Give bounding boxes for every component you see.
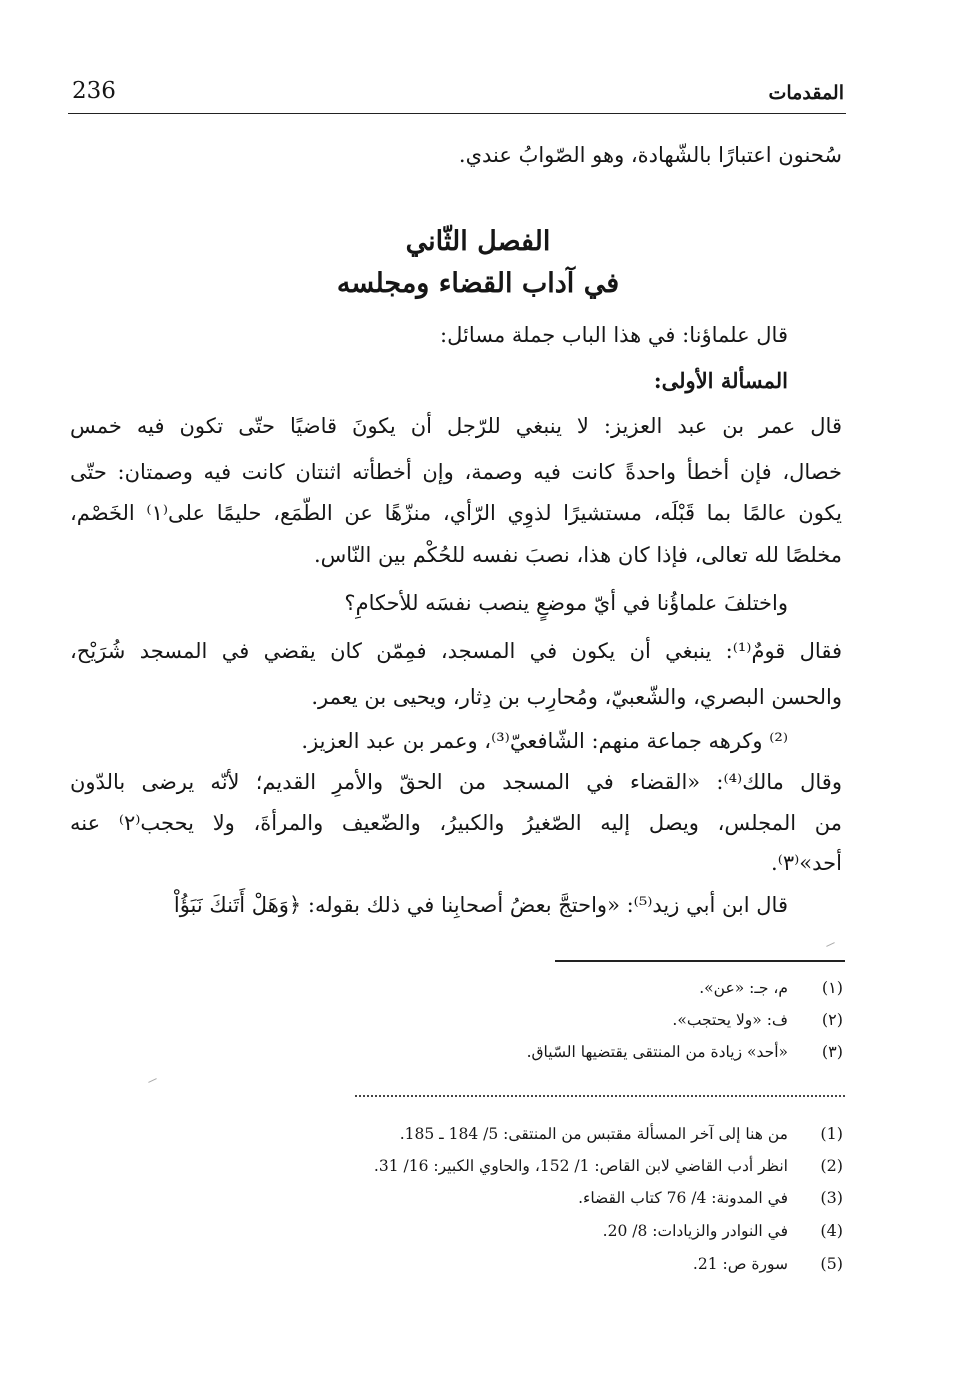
- editor-note: «أحد» زيادة من المنتقى يقتضيها السّياق.: [526, 1043, 788, 1061]
- source-note-number: (2): [820, 1156, 843, 1175]
- paragraph-1-line-2: خصال، فإن أخطأ واحدةً كانت فيه وصمة، وإن أخطأته اثنتان كانت فيه وصمتان: حتّى: [70, 460, 842, 484]
- header-rule: [68, 113, 846, 114]
- paragraph-5-line-2: من المجلس، ويصل إليه الصّغيرُ والكبيرُ، والضّعيف والمرأةَ، ولا يحجب⁽٢⁾ عنه: [70, 811, 842, 835]
- footnote-rule: [555, 960, 845, 962]
- paragraph-1-line-3: يكون عالمًا بما قَبْلَه، مستشيرًا لذوِي الرّأي، منزّهًا عن الطّمَع، حليمًا على⁽١⁾ الخَصْم،: [70, 501, 842, 525]
- source-note: في النوادر والزيادات: 8/ 20.: [602, 1222, 788, 1240]
- paragraph-2: واختلفَ علماؤُنا في أيّ موضعٍ ينصب نفسَه للأحكامِ؟: [344, 591, 788, 615]
- editor-note: ف: «ولا يحتجب».: [672, 1011, 788, 1029]
- editor-note-number: (٢): [821, 1010, 843, 1029]
- lead-line: قال علماؤنا: في هذا الباب جملة مسائل:: [440, 323, 788, 347]
- chapter-subtitle: في آداب القضاء ومجلسه: [336, 268, 620, 299]
- paragraph-5-line-1: وقال مالك⁽⁴⁾: «القضاء في المسجد من الحقّ والأمرِ القديم؛ لأنّه يرضى بالدّون: [70, 770, 842, 794]
- running-title: المقدمات: [768, 82, 844, 104]
- dotted-separator: [355, 1095, 845, 1097]
- editor-note-number: (١): [821, 978, 843, 997]
- source-note-number: (4): [820, 1221, 843, 1240]
- paragraph-3-line-2: والحسن البصري، والشّعبيّ، ومُحارِب بن دِثار، ويحيى بن يعمر.: [311, 685, 842, 709]
- intro-line: سُحنون اعتبارًا بالشّهادة، وهو الصّوابُ عندي.: [458, 143, 842, 167]
- paragraph-3-line-1: فقال قومٌ⁽¹⁾: ينبغي أن يكون في المسجد، فمِمّن كان يقضي في المسجد شُرَيْح،: [70, 639, 842, 663]
- scan-mark: [148, 1078, 157, 1083]
- paragraph-1-line-1: قال عمر بن عبد العزيز: لا ينبغي للرّجل أن يكونَ قاضيًا حتّى تكون فيه خمس: [70, 414, 842, 438]
- source-note: سورة ص: 21.: [692, 1255, 788, 1273]
- scan-mark: [826, 942, 835, 947]
- paragraph-1-line-4: مخلصًا لله تعالى، فإذا كان هذا، نصبَ نفسه للحُكْم بين النّاس.: [314, 543, 842, 567]
- paragraph-4: ⁽²⁾ وكرهه جماعة منهم: الشّافعيّ⁽³⁾، وعمر بن عبد العزيز.: [301, 729, 788, 753]
- source-note: في المدونة: 4/ 76 كتاب القضاء.: [578, 1189, 788, 1207]
- chapter-title: الفصل الثّاني: [405, 226, 551, 257]
- source-note-number: (3): [820, 1188, 843, 1207]
- source-note: من هنا إلى آخر المسألة مقتبس من المنتقى: 5/ 184 ـ 185.: [399, 1125, 788, 1143]
- editor-note-number: (٣): [821, 1042, 843, 1061]
- editor-note: م، جـ: «عن».: [699, 979, 788, 997]
- source-note-number: (1): [820, 1124, 843, 1143]
- issue-heading: المسألة الأولى:: [653, 368, 788, 393]
- paragraph-6: قال ابن أبي زيد⁽⁵⁾: «واحتجَّ بعضُ أصحابِنا في ذلك بقوله: ﴿وَهَلْ أَتَنكَ نَبَؤُاْ: [173, 893, 788, 917]
- source-note-number: (5): [820, 1254, 843, 1273]
- paragraph-5-line-3: أحد»⁽٣⁾.: [771, 851, 842, 875]
- page-number: 236: [72, 78, 116, 104]
- source-note: انظر أدب القاضي لابن القاص: 1/ 152، والحاوي الكبير: 16/ 31.: [373, 1157, 788, 1175]
